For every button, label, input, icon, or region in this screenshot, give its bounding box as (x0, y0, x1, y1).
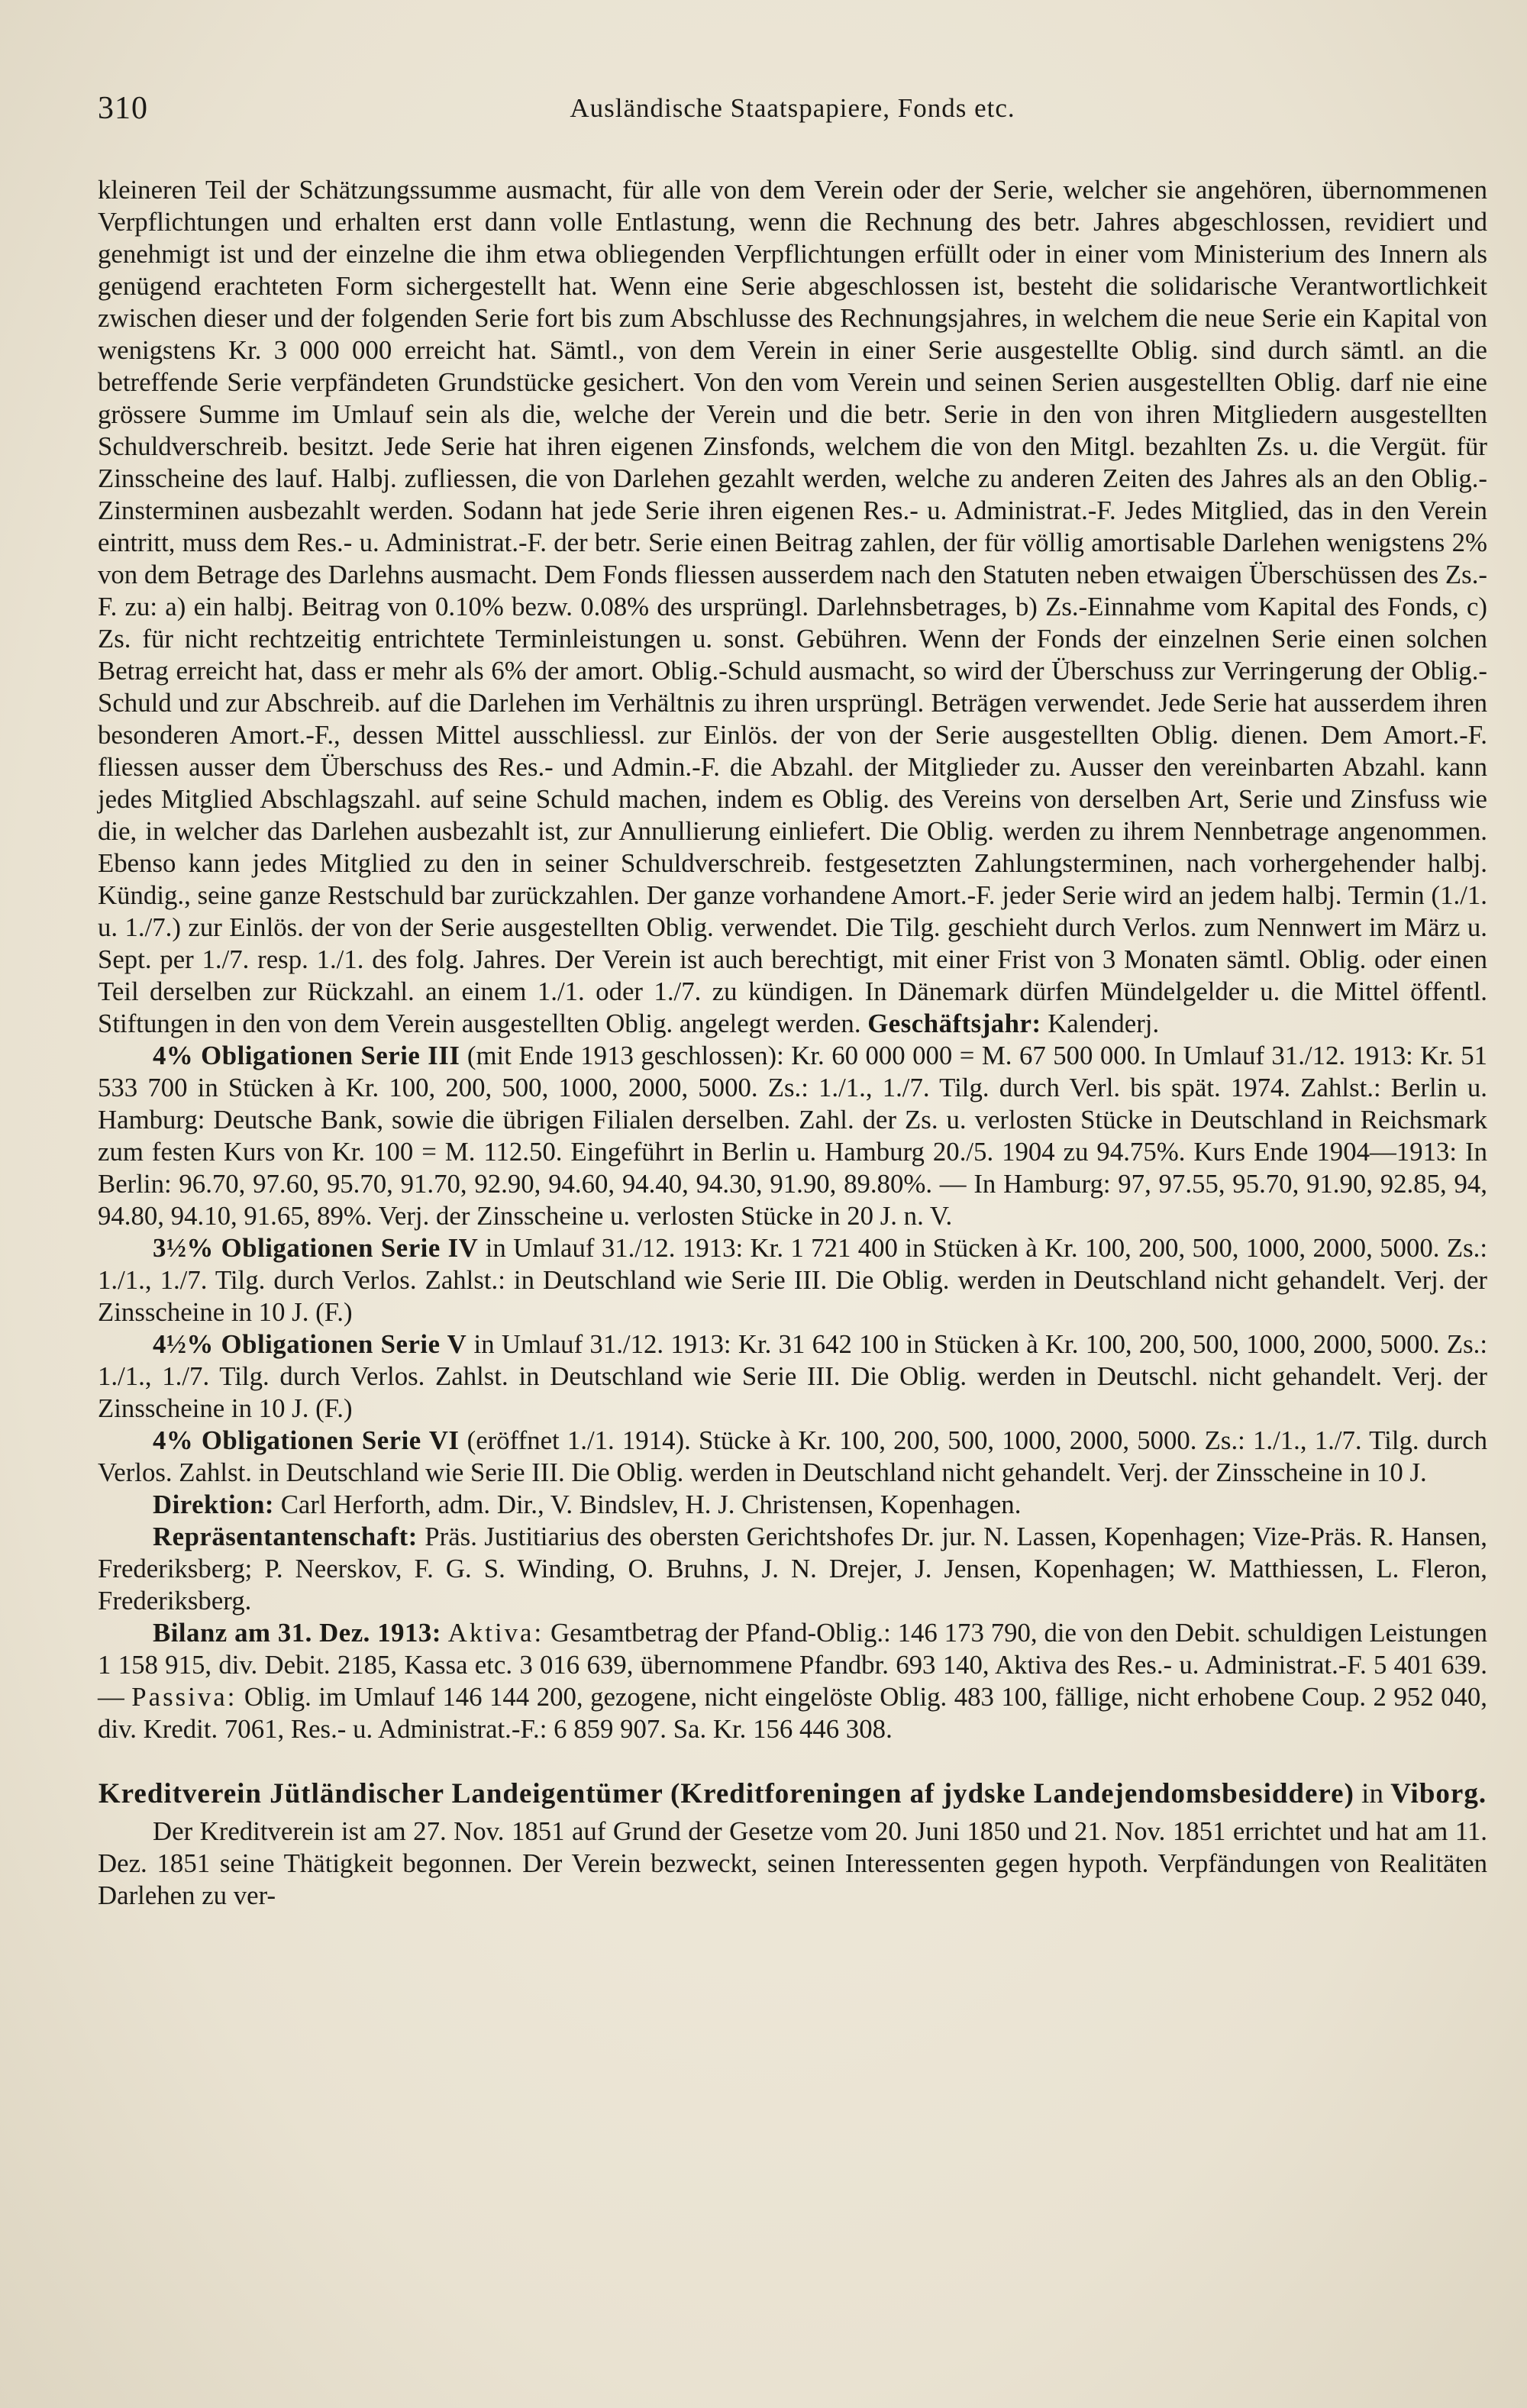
paragraph-serie-4 (98, 1232, 1487, 1328)
repraesentantenschaft-label: Repräsentantenschaft: (153, 1522, 418, 1551)
serie-6-label: 4% Obligationen Serie VI (153, 1425, 460, 1455)
geschaeftsjahr-label: Geschäftsjahr: (867, 1009, 1041, 1038)
intro-text: kleineren Teil der Schätzungssumme ausmacht, für alle von dem Verein oder der Serie, welcher sie angehören, übernommenen Verpflichtungen und erhalten erst dann volle Entlastung, wenn die Rechnung des betr. Jahres abgeschlossen, revidiert und genehmigt ist und der einzelne die ihm etwa obliegenden Verpflichtungen erfüllt oder in einer vom Ministerium des Innern als genügend erachteten Form sichergestellt hat. Wenn eine Serie abgeschlossen ist, besteht die solidarische Verantwortlichkeit zwischen dieser und der folgenden Serie fort bis zum Abschlusse des Rechnungsjahres, in welchem die neue Serie ein Kapital von wenigstens Kr. 3 000 000 erreicht hat. Sämtl., von dem Verein in einer Serie ausgestellte Oblig. sind durch sämtl. an die betreffende Serie verpfändeten Grundstücke gesichert. Von den vom Verein und seinen Serien ausgestellten Oblig. darf nie eine grössere Summe im Umlauf sein als die, welche der Verein und die betr. Serie in den von ihren Mitgliedern ausgestellten Schuldverschreib. besitzt. Jede Serie hat ihren eigenen Zinsfonds, welchem die von den Mitgl. bezahlten Zs. u. die Vergüt. für Zinsscheine des lauf. Halbj. zufliessen, die von Darlehen gezahlt werden, welche zu anderen Zeiten des Jahres als an den Oblig.-Zinsterminen ausbezahlt werden. Sodann hat jede Serie ihren eigenen Res.- u. Administrat.-F. Jedes Mitglied, das in den Verein eintritt, muss dem Res.- u. Administrat.-F. der betr. Serie einen Beitrag zahlen, der für völlig amortisable Darlehen wenigstens 2% von dem Betrage des Darlehns ausmacht. Dem Fonds fliessen ausserdem nach den Statuten neben etwaigen Überschüssen des Zs.-F. zu: a) ein halbj. Beitrag von 0.10% bezw. 0.08% des ursprüngl. Darlehnsbetrages, b) Zs.-Einnahme vom Kapital des Fonds, c) Zs. für nicht rechtzeitig entrichtete Terminleistungen u. sonst. Gebühren. Wenn der Fonds der einzelnen Serie einen solchen Betrag erreicht hat, dass er mehr als 6% der amort. Oblig.-Schuld ausmacht, so wird der Überschuss zur Verringerung der Oblig.-Schuld und zur Abschreib. auf die Darlehen im Verhältnis zu ihren ursprüngl. Beträgen verwendet. Jede Serie hat ausserdem ihren besonderen Amort.-F., dessen Mittel ausschliessl. zur Einlös. der von der Serie ausgestellten Oblig. dienen. Dem Amort.-F. fliessen ausser dem Überschuss des Res.- und Admin.-F. die Abzahl. der Mitglieder zu. Ausser den vereinbarten Abzahl. kann jedes Mitglied Abschlagszahl. auf seine Schuld machen, indem es Oblig. des Vereins von derselben Art, Serie und Zinsfuss wie die, in welcher das Darlehen ausbezahlt ist, zur Annullierung einliefert. Die Oblig. werden zu ihrem Nennbetrage angenommen. Ebenso kann jedes Mitglied zu den in seiner Schuldverschreib. festgesetzten Zahlungsterminen, nach vorhergehender halbj. Kündig., seine ganze Restschuld bar zurückzahlen. Der ganze vorhandene Amort.-F. jeder Serie wird an jedem halbj. Termin (1./1. u. 1./7.) zur Einlös. der von der Serie ausgestellten Oblig. verwendet. Die Tilg. geschieht durch Verlos. zum Nennwert im März u. Sept. per 1./7. resp. 1./1. des folg. Jahres. Der Verein ist auch berechtigt, mit einer Frist von 3 Monaten sämtl. Oblig. oder einen Teil derselben zur Rückzahl. an einem 1./1. oder 1./7. zu kündigen. In Dänemark dürfen Mündelgelder u. die Mittel öffentl. Stiftungen in den von dem Verein ausgestellten Oblig. angelegt werden. (98, 175, 1487, 1038)
paragraph-repraesentantenschaft (98, 1521, 1487, 1617)
direktion-text: Carl Herforth, adm. Dir., V. Bindslev, H. J. Christensen, Kopenhagen. (280, 1490, 1022, 1519)
bilanz-aktiva-label: Aktiva: (447, 1618, 544, 1648)
bilanz-aktiva-text: Gesamtbetrag der Pfand-Oblig.: 146 173 790, die von den Debit. schuldigen Leistungen 1 158 915, div. Debit. 2185, Kassa etc. 3 016 639, übernommene Pfandbr. 693 140, Aktiva des Res.- u. Administrat.-F. 5 401 639. — (98, 1618, 1488, 1712)
direktion-label: Direktion: (153, 1490, 275, 1519)
page-number: 310 (98, 91, 148, 126)
geschaeftsjahr-value: Kalenderj. (1048, 1009, 1160, 1038)
running-head (98, 90, 1487, 136)
serie-3-label: 4% Obligationen Serie III (153, 1041, 460, 1070)
paragraph-section-text (98, 1816, 1487, 1912)
bilanz-passiva-label: Passiva: (131, 1682, 237, 1712)
paragraph-serie-3 (98, 1040, 1487, 1232)
paragraph-bilanz (98, 1617, 1487, 1745)
section-heading-title: Kreditverein Jütländischer Landeigentümer (98, 1778, 663, 1809)
paragraph-intro (98, 174, 1487, 1040)
bilanz-passiva-text: Oblig. im Umlauf 146 144 200, gezogene, nicht eingelöste Oblig. 483 100, fällige, nicht erhobene Coup. 2 952 040, div. Kredit. 7061, Res.- u. Administrat.-F.: 6 859 907. Sa. Kr. 156 446 308. (98, 1682, 1487, 1744)
paragraph-serie-5 (98, 1328, 1487, 1425)
serie-5-label: 4½% Obligationen Serie V (153, 1329, 467, 1359)
serie-4-label: 3½% Obligationen Serie IV (153, 1233, 479, 1263)
serie-6-text: (eröffnet 1./1. 1914). Stücke à Kr. 100, 200, 500, 1000, 2000, 5000. Zs.: 1./1., 1./7. Tilg. durch Verlos. Zahlst. in Deutschland wie Serie III. Die Oblig. werden in Deutschland nicht gehandelt. Verj. der Zinsscheine in 10 J. (98, 1425, 1487, 1487)
serie-4-text: in Umlauf 31./12. 1913: Kr. 1 721 400 in Stücken à Kr. 100, 200, 500, 1000, 2000, 5000. Zs.: 1./1., 1./7. Tilg. durch Verlos. Zahlst.: in Deutschland wie Serie III. Die Oblig. werden in Deutschland nicht gehandelt. Verj. der Zinsscheine in 10 J. (F.) (98, 1233, 1487, 1327)
bilanz-label: Bilanz am 31. Dez. 1913: (153, 1618, 441, 1648)
section-heading-city: Viborg. (1390, 1778, 1487, 1809)
section-heading-danish-name: (Kreditforeningen af jydske Landejendomsbesiddere) (670, 1778, 1354, 1809)
running-title: Ausländische Staatspapiere, Fonds etc. (570, 93, 1015, 123)
paragraph-serie-6 (98, 1425, 1487, 1489)
body-text (98, 174, 1487, 1912)
serie-5-text: in Umlauf 31./12. 1913: Kr. 31 642 100 in Stücken à Kr. 100, 200, 500, 1000, 2000, 5000. Zs.: 1./1., 1./7. Tilg. durch Verlos. Zahlst. in Deutschland wie Serie III. Die Oblig. werden in Deutschl. nicht gehandelt. Verj. der Zinsscheine in 10 J. (F.) (98, 1329, 1487, 1423)
section-heading (98, 1777, 1487, 1811)
paragraph-direktion (98, 1489, 1487, 1521)
section-text: Der Kreditverein ist am 27. Nov. 1851 auf Grund der Gesetze vom 20. Juni 1850 und 21. Nov. 1851 errichtet und hat am 11. Dez. 1851 seine Thätigkeit begonnen. Der Verein bezweckt, seinen Interessenten gegen hypoth. Verpfändungen von Realitäten Darlehen zu ver- (98, 1816, 1487, 1910)
serie-3-text: (mit Ende 1913 geschlossen): Kr. 60 000 000 = M. 67 500 000. In Umlauf 31./12. 1913: Kr. 51 533 700 in Stücken à Kr. 100, 200, 500, 1000, 2000, 5000. Zs.: 1./1., 1./7. Tilg. durch Verl. bis spät. 1974. Zahlst.: Berlin u. Hamburg: Deutsche Bank, sowie die übrigen Filialen derselben. Zahl. der Zs. u. verlosten Stücke in Deutschland in Reichsmark zum festen Kurs von Kr. 100 = M. 112.50. Eingeführt in Berlin u. Hamburg 20./5. 1904 zu 94.75%. Kurs Ende 1904—1913: In Berlin: 96.70, 97.60, 95.70, 91.70, 92.90, 94.60, 94.40, 94.30, 91.90, 89.80%. — In Hamburg: 97, 97.55, 95.70, 91.90, 92.85, 94, 94.80, 94.10, 91.65, 89%. Verj. der Zinsscheine u. verlosten Stücke in 20 J. n. V. (98, 1041, 1487, 1231)
repraesentantenschaft-text: Präs. Justitiarius des obersten Gerichtshofes Dr. jur. N. Lassen, Kopenhagen; Vize-Präs. R. Hansen, Frederiksberg; P. Neerskov, F. G. S. Winding, O. Bruhns, J. N. Drejer, J. Jensen, Kopenhagen; W. Matthiessen, L. Fleron, Frederiksberg. (98, 1522, 1487, 1616)
section-heading-in: in (1361, 1778, 1383, 1809)
